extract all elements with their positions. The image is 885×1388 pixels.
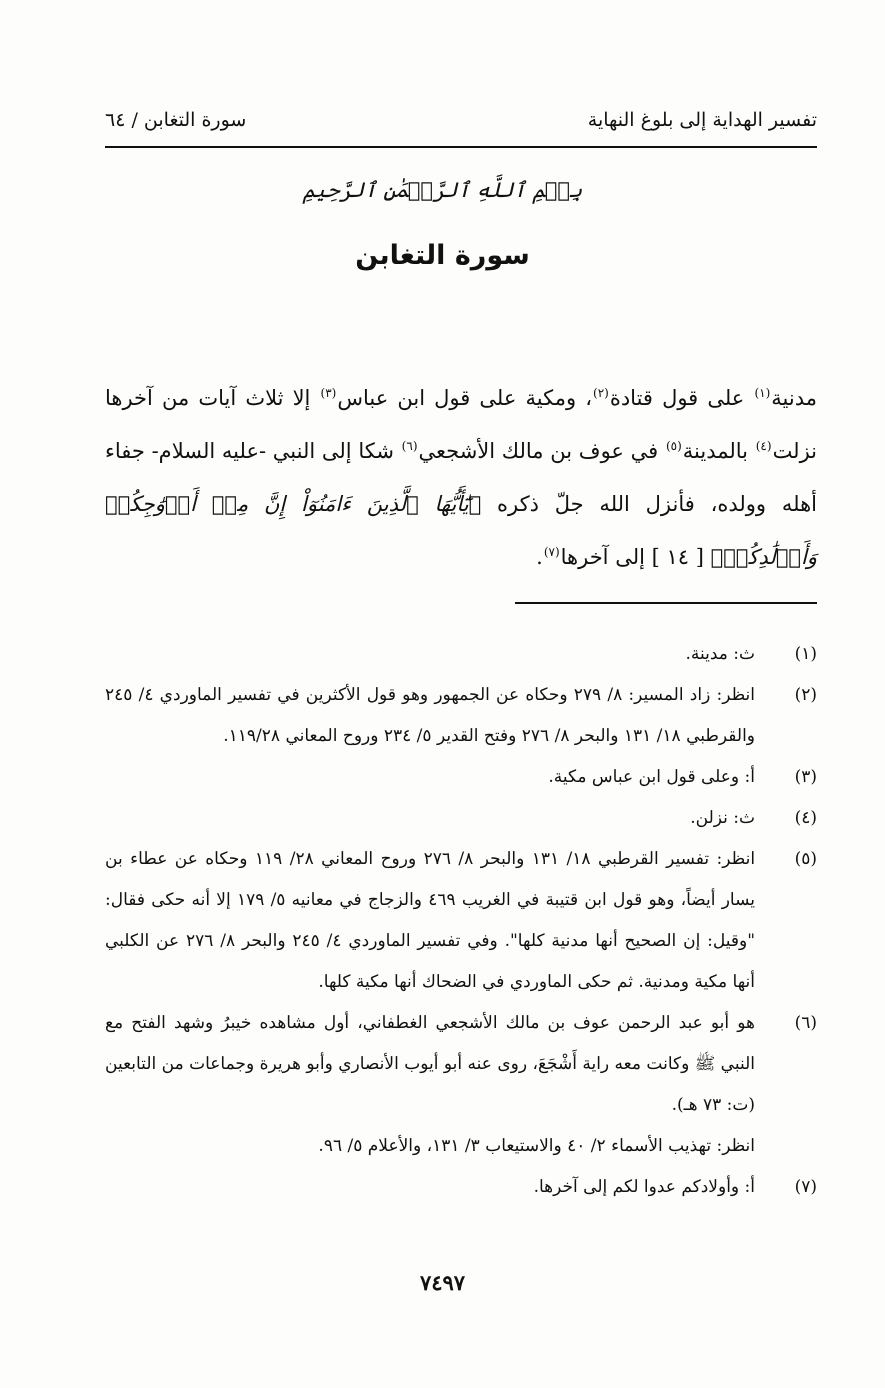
footnote-number: (٧) (794, 1177, 817, 1197)
text-run: [ ١٤ ] إلى آخرها (560, 545, 711, 569)
footnote-text: ث: نزلن. (690, 808, 755, 828)
footnote-number: (٣) (794, 767, 817, 787)
footnote-text: أ: وأولادكم عدوا لكم إلى آخرها. (533, 1177, 755, 1197)
footnote-number: (١) (794, 644, 817, 664)
surah-title: سورة التغابن (355, 240, 530, 271)
footnote (105, 675, 817, 757)
footnote-rule (515, 602, 817, 604)
footnote (105, 1167, 817, 1208)
footnote-text: ث: مدينة. (685, 644, 755, 664)
footnote (105, 757, 817, 798)
text-run: . (536, 545, 543, 569)
footnote (105, 798, 817, 839)
quran-verse: ﴿يَٰٓأَيُّهَا ٱلَّذِينَ ءَامَنُوٓاْ إِنَّ مِنۡ أَزۡوَٰجِكُمۡ وَأَوۡلَٰدِكُمۡ﴾ (105, 492, 817, 569)
footnote (105, 634, 817, 675)
footnote-marker: (٢) (593, 386, 609, 400)
footnote-reference: انظر: تهذيب الأسماء ٢/ ٤٠ والاستيعاب ٣/ ١٣١، والأعلام ٥/ ٩٦. (318, 1136, 755, 1156)
page-number: ٧٤٩٧ (419, 1270, 466, 1295)
footnote-marker: (٥) (665, 439, 682, 453)
header-rule (105, 146, 817, 148)
footnote-number: (٢) (794, 685, 817, 705)
footnote-text: أ: وعلى قول ابن عباس مكية. (548, 767, 755, 787)
footnote-number: (٥) (794, 849, 817, 869)
footnote-marker: (٤) (755, 439, 772, 453)
text-run: في عوف بن مالك الأشجعي (418, 439, 665, 463)
footnote (105, 1003, 817, 1126)
footnote (105, 839, 817, 1003)
running-header (105, 100, 817, 140)
text-run: شكا إلى النبي -عليه السلام- جفاء أهله وولده، فأنزل الله جلّ ذكره (105, 439, 817, 516)
footnote-marker: (٦) (401, 439, 418, 453)
footnote-text: انظر: تفسير القرطبي ١٨/ ١٣١ والبحر ٨/ ٢٧٦ وروح المعاني ٢٨/ ١١٩ وحكاه عن عطاء بن يسار أيضاً، وهو قول ابن قتيبة في الغريب ٤٦٩ والزجاج في معانيه ٥/ ١٧٩ إلا أنه حكى فقال: "وقيل: إن الصحيح أنها مدنية كلها". وفي تفسير الماوردي ٤/ ٢٤٥ والبحر ٨/ ٢٧٦ عن الكلبي أنها مكية ومدنية. ثم حكى الماوردي في الضحاك أنها مكية كلها. (105, 849, 756, 992)
footnote-number: (٦) (794, 1013, 817, 1033)
footnote-marker: (١) (754, 386, 771, 400)
footnote-marker: (٧) (543, 545, 560, 559)
footnote-text: انظر: زاد المسير: ٨/ ٢٧٩ وحكاه عن الجمهور وهو قول الأكثرين في تفسير الماوردي ٤/ ٢٤٥ والقرطبي ١٨/ ١٣١ والبحر ٨/ ٢٧٦ وفتح القدير ٥/ ٢٣٤ وروح المعاني ١١٩/٢٨. (105, 685, 755, 746)
footnotes (105, 634, 817, 1208)
book-title: تفسير الهداية إلى بلوغ النهاية (587, 109, 817, 131)
basmala: بِسۡمِ ٱللَّهِ ٱلرَّحۡمَٰنِ ٱلرَّحِيمِ (302, 178, 583, 202)
text-run: بالمدينة (682, 439, 755, 463)
footnote-text: هو أبو عبد الرحمن عوف بن مالك الأشجعي الغطفاني، أول مشاهده خيبرُ وشهد الفتح مع النبي ﷺ وكانت معه راية أَشْجَعَ، روى عنه أبو أيوب الأنصاري وأبو هريرة وجماعات من التابعين (ت: ٧٣ هـ). (105, 1013, 755, 1115)
text-run: على قول قتادة (609, 386, 754, 410)
text-run: إلا ثلاث آيات من آخرها نزلت (105, 386, 818, 463)
surah-reference: سورة التغابن / ٦٤ (105, 109, 247, 131)
footnote-marker: (٣) (320, 386, 337, 400)
footnote-number: (٤) (794, 808, 817, 828)
text-run: مدنية (771, 386, 817, 410)
main-paragraph (105, 372, 817, 584)
text-run: ، ومكية على قول ابن عباس (337, 386, 592, 410)
